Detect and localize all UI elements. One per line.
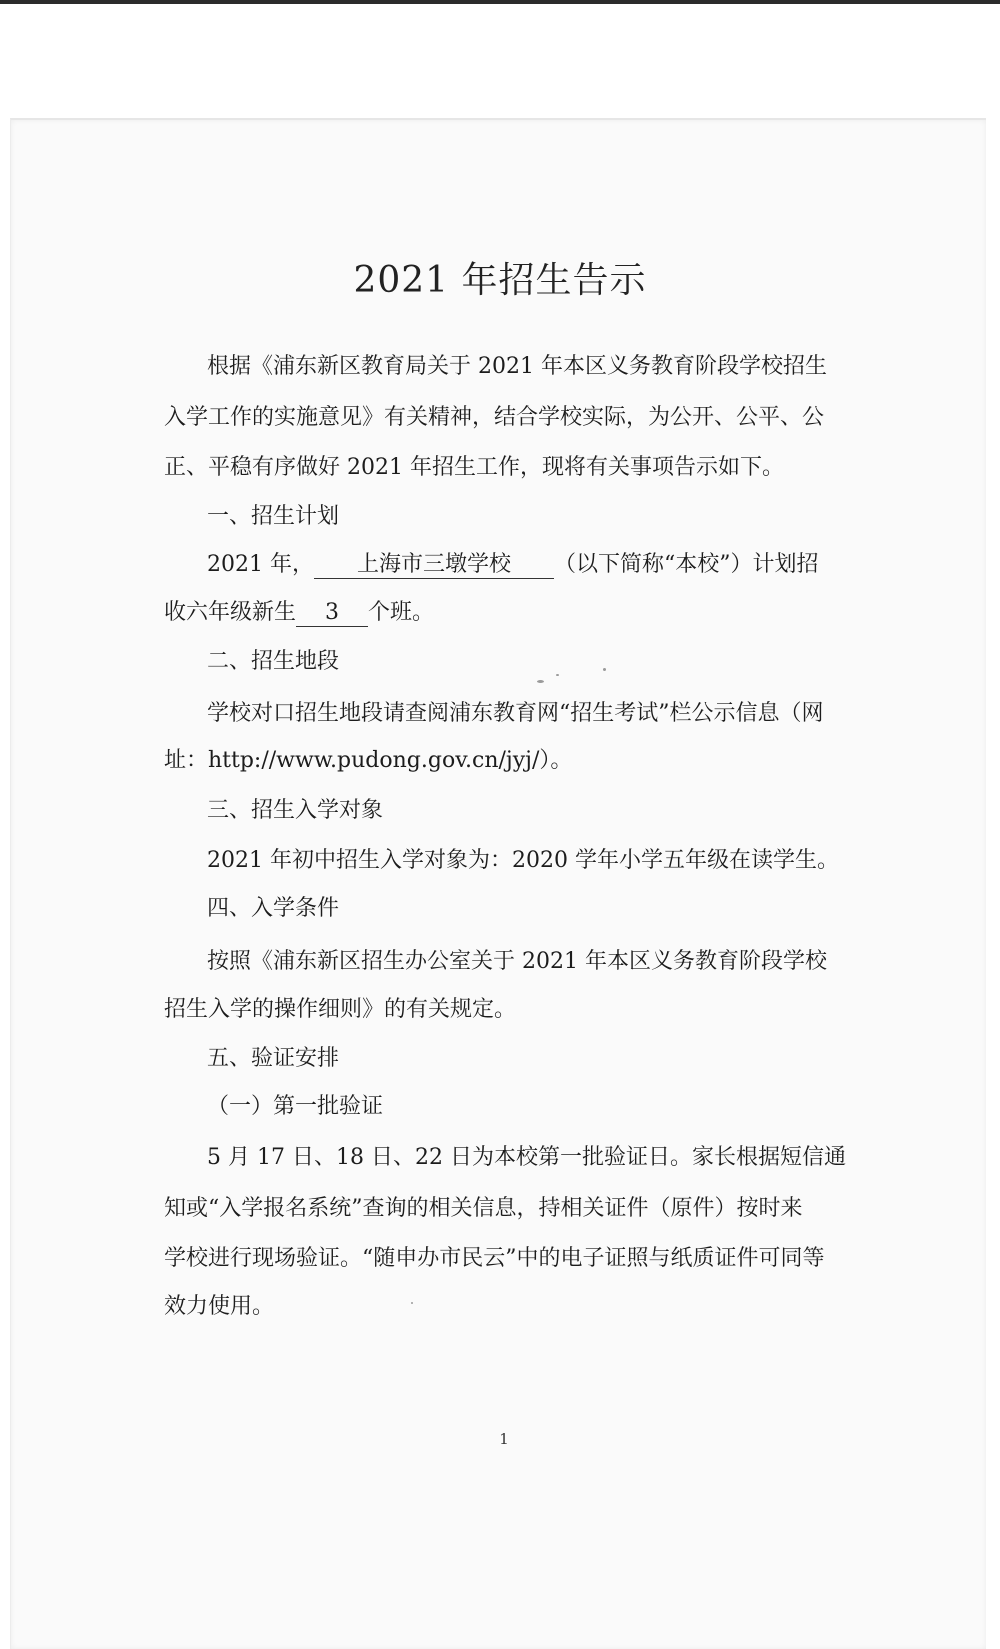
plan-line-2-prefix: 收六年级新生	[164, 600, 297, 625]
scan-speck	[537, 680, 544, 683]
scan-speck	[603, 668, 606, 671]
school-name-field: 上海市三墩学校	[314, 552, 554, 579]
section-heading-target: 三、招生入学对象	[207, 798, 384, 823]
intro-line-3: 正、平稳有序做好 2021 年招生工作，现将有关事项告示如下。	[164, 455, 784, 480]
plan-line-2	[164, 598, 434, 628]
verification-line-2: 知或“入学报名系统”查询的相关信息，持相关证件（原件）按时来	[164, 1196, 803, 1221]
section-heading-plan: 一、招生计划	[207, 504, 340, 529]
intro-line-2: 入学工作的实施意见》有关精神，结合学校实际，为公开、公平、公	[164, 405, 825, 430]
verification-sub-heading: （一）第一批验证	[207, 1094, 384, 1119]
page-number: 1	[499, 1430, 509, 1448]
target-line-1: 2021 年初中招生入学对象为：2020 学年小学五年级在读学生。	[207, 848, 839, 873]
verification-line-3: 学校进行现场验证。“随申办市民云”中的电子证照与纸质证件可同等	[164, 1246, 825, 1271]
class-count-field: 3	[296, 600, 368, 627]
plan-line-2-suffix: 个班。	[368, 600, 435, 625]
plan-line-1-suffix: （以下简称“本校”）计划招	[553, 552, 819, 577]
section-heading-conditions: 四、入学条件	[207, 896, 340, 921]
section-heading-verification: 五、验证安排	[207, 1046, 340, 1071]
conditions-line-1: 按照《浦东新区招生办公室关于 2021 年本区义务教育阶段学校	[207, 949, 827, 974]
scan-speck	[411, 1302, 413, 1304]
scanned-page	[10, 118, 986, 1649]
intro-line-1: 根据《浦东新区教育局关于 2021 年本区义务教育阶段学校招生	[207, 354, 827, 379]
verification-line-1: 5 月 17 日、18 日、22 日为本校第一批验证日。家长根据短信通	[207, 1145, 846, 1170]
scan-top-edge	[0, 0, 1000, 4]
zone-line-2: 址：http://www.pudong.gov.cn/jyj/）。	[164, 748, 573, 773]
plan-year-text: 2021 年，	[207, 552, 314, 577]
page-title: 2021 年招生告示	[353, 260, 647, 301]
scan-speck	[556, 674, 559, 676]
zone-line-1: 学校对口招生地段请查阅浦东教育网“招生考试”栏公示信息（网	[207, 701, 824, 726]
plan-line-1	[207, 550, 818, 580]
conditions-line-2: 招生入学的操作细则》的有关规定。	[164, 997, 517, 1022]
section-heading-zone: 二、招生地段	[207, 649, 340, 674]
verification-line-4: 效力使用。	[164, 1294, 275, 1319]
